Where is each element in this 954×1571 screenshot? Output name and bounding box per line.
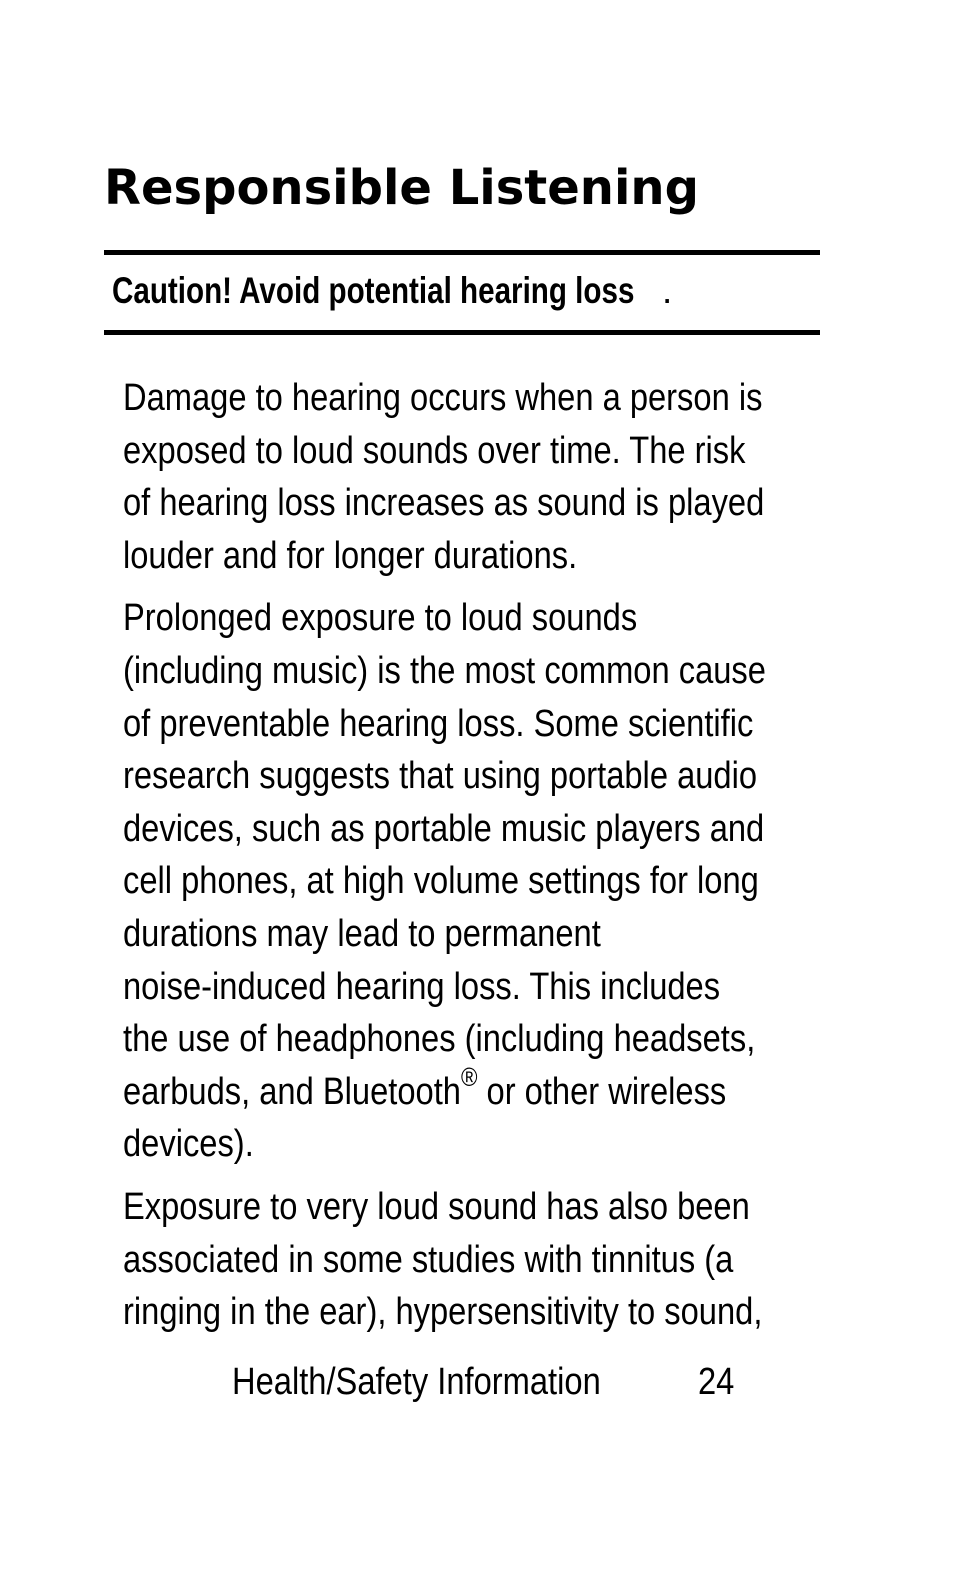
caution-top-rule — [104, 250, 820, 255]
trademark-line-end: or other wireless — [477, 1070, 727, 1113]
caution-text: Caution! Avoid potential hearing loss — [112, 270, 635, 311]
paragraph-hearing-damage — [123, 372, 823, 582]
text-line: Damage to hearing occurs when a person is — [123, 377, 763, 419]
page-title: Responsible Listening — [104, 160, 699, 216]
text-line: cell phones, at high volume settings for long — [123, 860, 759, 903]
text-line: devices). — [123, 1123, 254, 1166]
text-line: research suggests that using portable audio — [123, 755, 758, 798]
text-line: Exposure to very loud sound has also been — [123, 1185, 750, 1228]
registered-trademark-symbol: ® — [460, 1061, 478, 1092]
text-line: noise-induced hearing loss. This includes — [123, 965, 721, 1008]
footer-page-number: 24 — [698, 1361, 735, 1403]
text-line: ringing in the ear), hypersensitivity to sound, — [123, 1291, 763, 1334]
text-line: Prolonged exposure to loud sounds — [123, 597, 638, 640]
paragraph-loud-sound-effects — [123, 1181, 823, 1339]
footer-section-title: Health/Safety Information — [232, 1361, 601, 1403]
paragraph-prolonged-exposure — [123, 592, 823, 1171]
caution-period: . — [662, 270, 673, 311]
text-line: louder and for longer durations. — [123, 534, 578, 577]
trademark-line-start: earbuds, and Bluetooth — [123, 1070, 461, 1113]
text-line: durations may lead to permanent — [123, 912, 601, 955]
text-line: exposed to loud sounds over time. The risk — [123, 429, 746, 472]
text-line: the use of headphones (including headsets, — [123, 1018, 756, 1061]
text-line: devices, such as portable music players and — [123, 807, 765, 850]
text-line-trademark — [123, 1061, 727, 1119]
caution-bottom-rule — [104, 330, 820, 335]
text-line: of preventable hearing loss. Some scientific — [123, 702, 754, 745]
body-text — [123, 372, 823, 1349]
text-line: of hearing loss increases as sound is played — [123, 482, 765, 525]
text-line: associated in some studies with tinnitus (a — [123, 1238, 734, 1281]
caution-banner — [112, 266, 673, 316]
text-line: (including music) is the most common cause — [123, 649, 766, 692]
